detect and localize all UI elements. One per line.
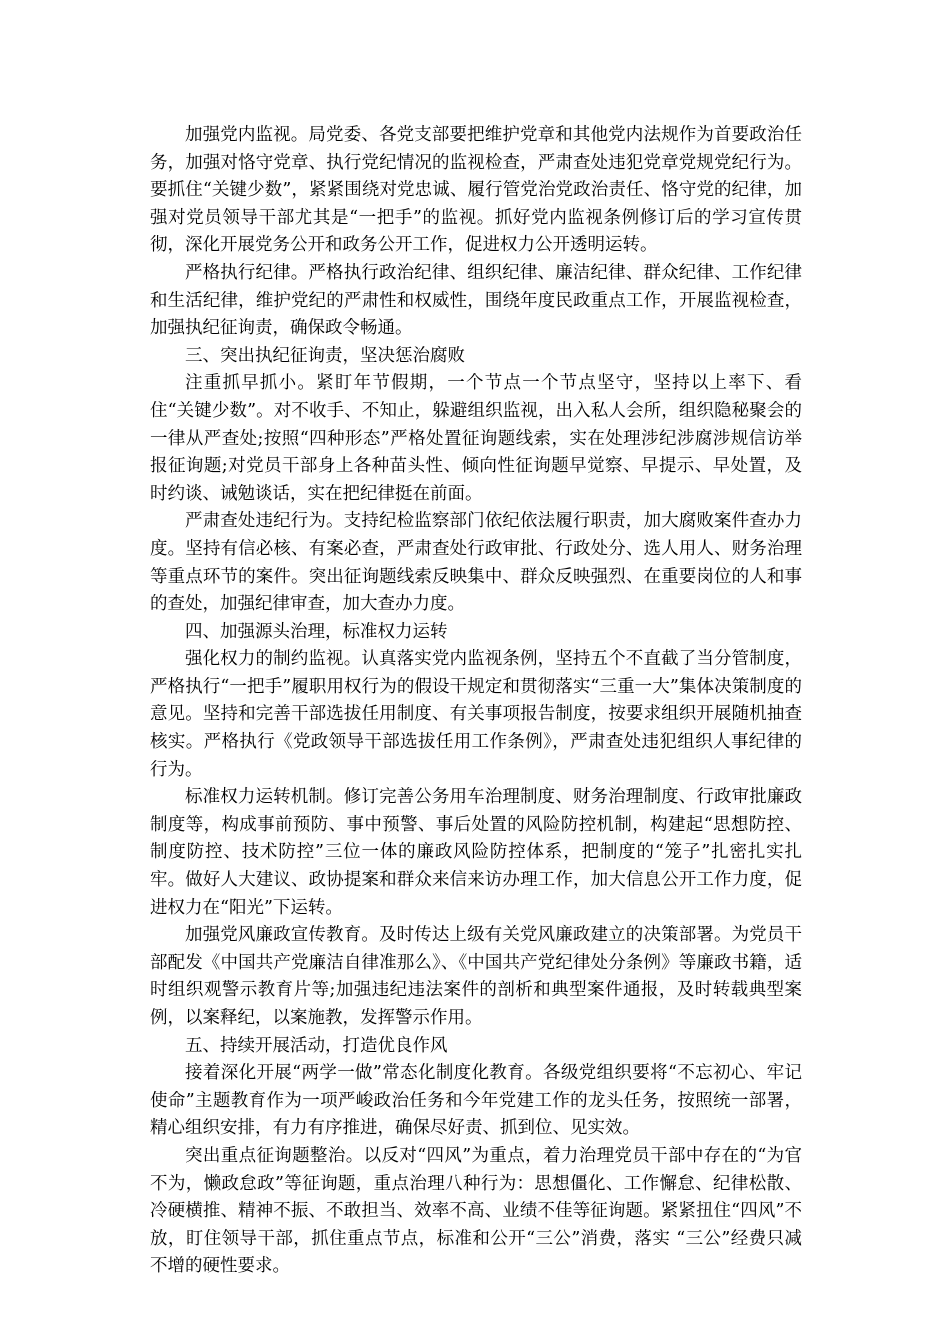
paragraph-power-mechanism: 标准权力运转机制。修订完善公务用车治理制度、财务治理制度、行政审批廉政制度等，构成事前预防、事中预警、事后处置的风险防控机制，构建起“思想防控、制度防控、技术防控”三位一体的廉政风险防控体系，把制度的“笼子”扎密扎实扎牢。做好人大建议、政协提案和群众来信来访办理工作，加大信息公开工作力度，促进权力在“阳光”下运转。: [150, 787, 802, 918]
paragraph-key-issues-rectification: 突出重点征询题整治。以反对“四风”为重点，着力治理党员干部中存在的“为官不为，懒政怠政”等征询题，重点治理八种行为：思想僵化、工作懈怠、纪律松散、冷硬横推、精神不振、不敢担当、效率不高、业绩不佳等征询题。紧紧扭住“四风”不放，盯住领导干部，抓住重点节点，标准和公开“三公”消费，落实 “三公”经费只减不增的硬性要求。: [150, 1145, 802, 1277]
paragraph-two-studies-one-action: 接着深化开展“两学一做”常态化制度化教育。各级党组织要将“不忘初心、牢记使命”主题教育作为一项严峻政治任务和今年党建工作的龙头任务，按照统一部署，精心组织安排，有力有序推进，确保尽好责、抓到位、见实效。: [150, 1063, 802, 1139]
section-heading-4: 四、加强源头治理，标准权力运转: [185, 621, 448, 642]
document-body: [150, 122, 802, 1281]
paragraph-intra-party-supervision: 加强党内监视。局党委、各党支部要把维护党章和其他党内法规作为首要政治任务，加强对恪守党章、执行党纪情况的监视检查，严肃查处违犯党章党规党纪行为。要抓住“关键少数”，紧紧围绕对党忠诚、履行管党治党政治责任、恪守党的纪律，加强对党员领导干部尤其是“一把手”的监视。抓好党内监视条例修订后的学习宣传贯彻，深化开展党务公开和政务公开工作，促进权力公开透明运转。: [150, 125, 802, 256]
section-heading-5: 五、持续开展活动，打造优良作风: [185, 1035, 448, 1056]
paragraph-investigate-violations: 严肃查处违纪行为。支持纪检监察部门依纪依法履行职责，加大腐败案件查办力度。坚持有信必核、有案必查，严肃查处行政审批、行政处分、选人用人、财务治理等重点环节的案件。突出征询题线索反映集中、群众反映强烈、在重要岗位的人和事的查处，加强纪律审查，加大查办力度。: [150, 511, 802, 615]
paragraph-integrity-education: 加强党风廉政宣传教育。及时传达上级有关党风廉政建立的决策部署。为党员干部配发《中国共产党廉洁自律准那么》、《中国共产党纪律处分条例》等廉政书籍，适时组织观警示教育片等;加强违纪违法案件的剖析和典型案件通报，及时转载典型案例，以案释纪，以案施教，发挥警示作用。: [150, 925, 802, 1028]
paragraph-early-intervention: 注重抓早抓小。紧盯年节假期，一个节点一个节点坚守，坚持以上率下、看住“关键少数”。对不收手、不知止，躲避组织监视，出入私人会所，组织隐秘聚会的一律从严查处;按照“四种形态”严格处置征询题线索，实在处理涉纪涉腐涉规信访举报征询题;对党员干部身上各种苗头性、倾向性征询题早觉察、早提示、早处置，及时约谈、诫勉谈话，实在把纪律挺在前面。: [150, 373, 802, 504]
paragraph-power-restraint: 强化权力的制约监视。认真落实党内监视条例，坚持五个不直截了当分管制度，严格执行“一把手”履职用权行为的假设干规定和贯彻落实“三重一大”集体决策制度的意见。坚持和完善干部选拔任用制度、有关事项报告制度，按要求组织开展随机抽查核实。严格执行《党政领导干部选拔任用工作条例》，严肃查处违犯组织人事纪律的行为。: [150, 649, 802, 780]
paragraph-enforce-discipline: 严格执行纪律。严格执行政治纪律、组织纪律、廉洁纪律、群众纪律、工作纪律和生活纪律，维护党纪的严肃性和权威性，围绕年度民政重点工作，开展监视检查，加强执纪征询责，确保政令畅通。: [150, 262, 802, 339]
section-heading-3: 三、突出执纪征询责，坚决惩治腐败: [185, 345, 465, 366]
